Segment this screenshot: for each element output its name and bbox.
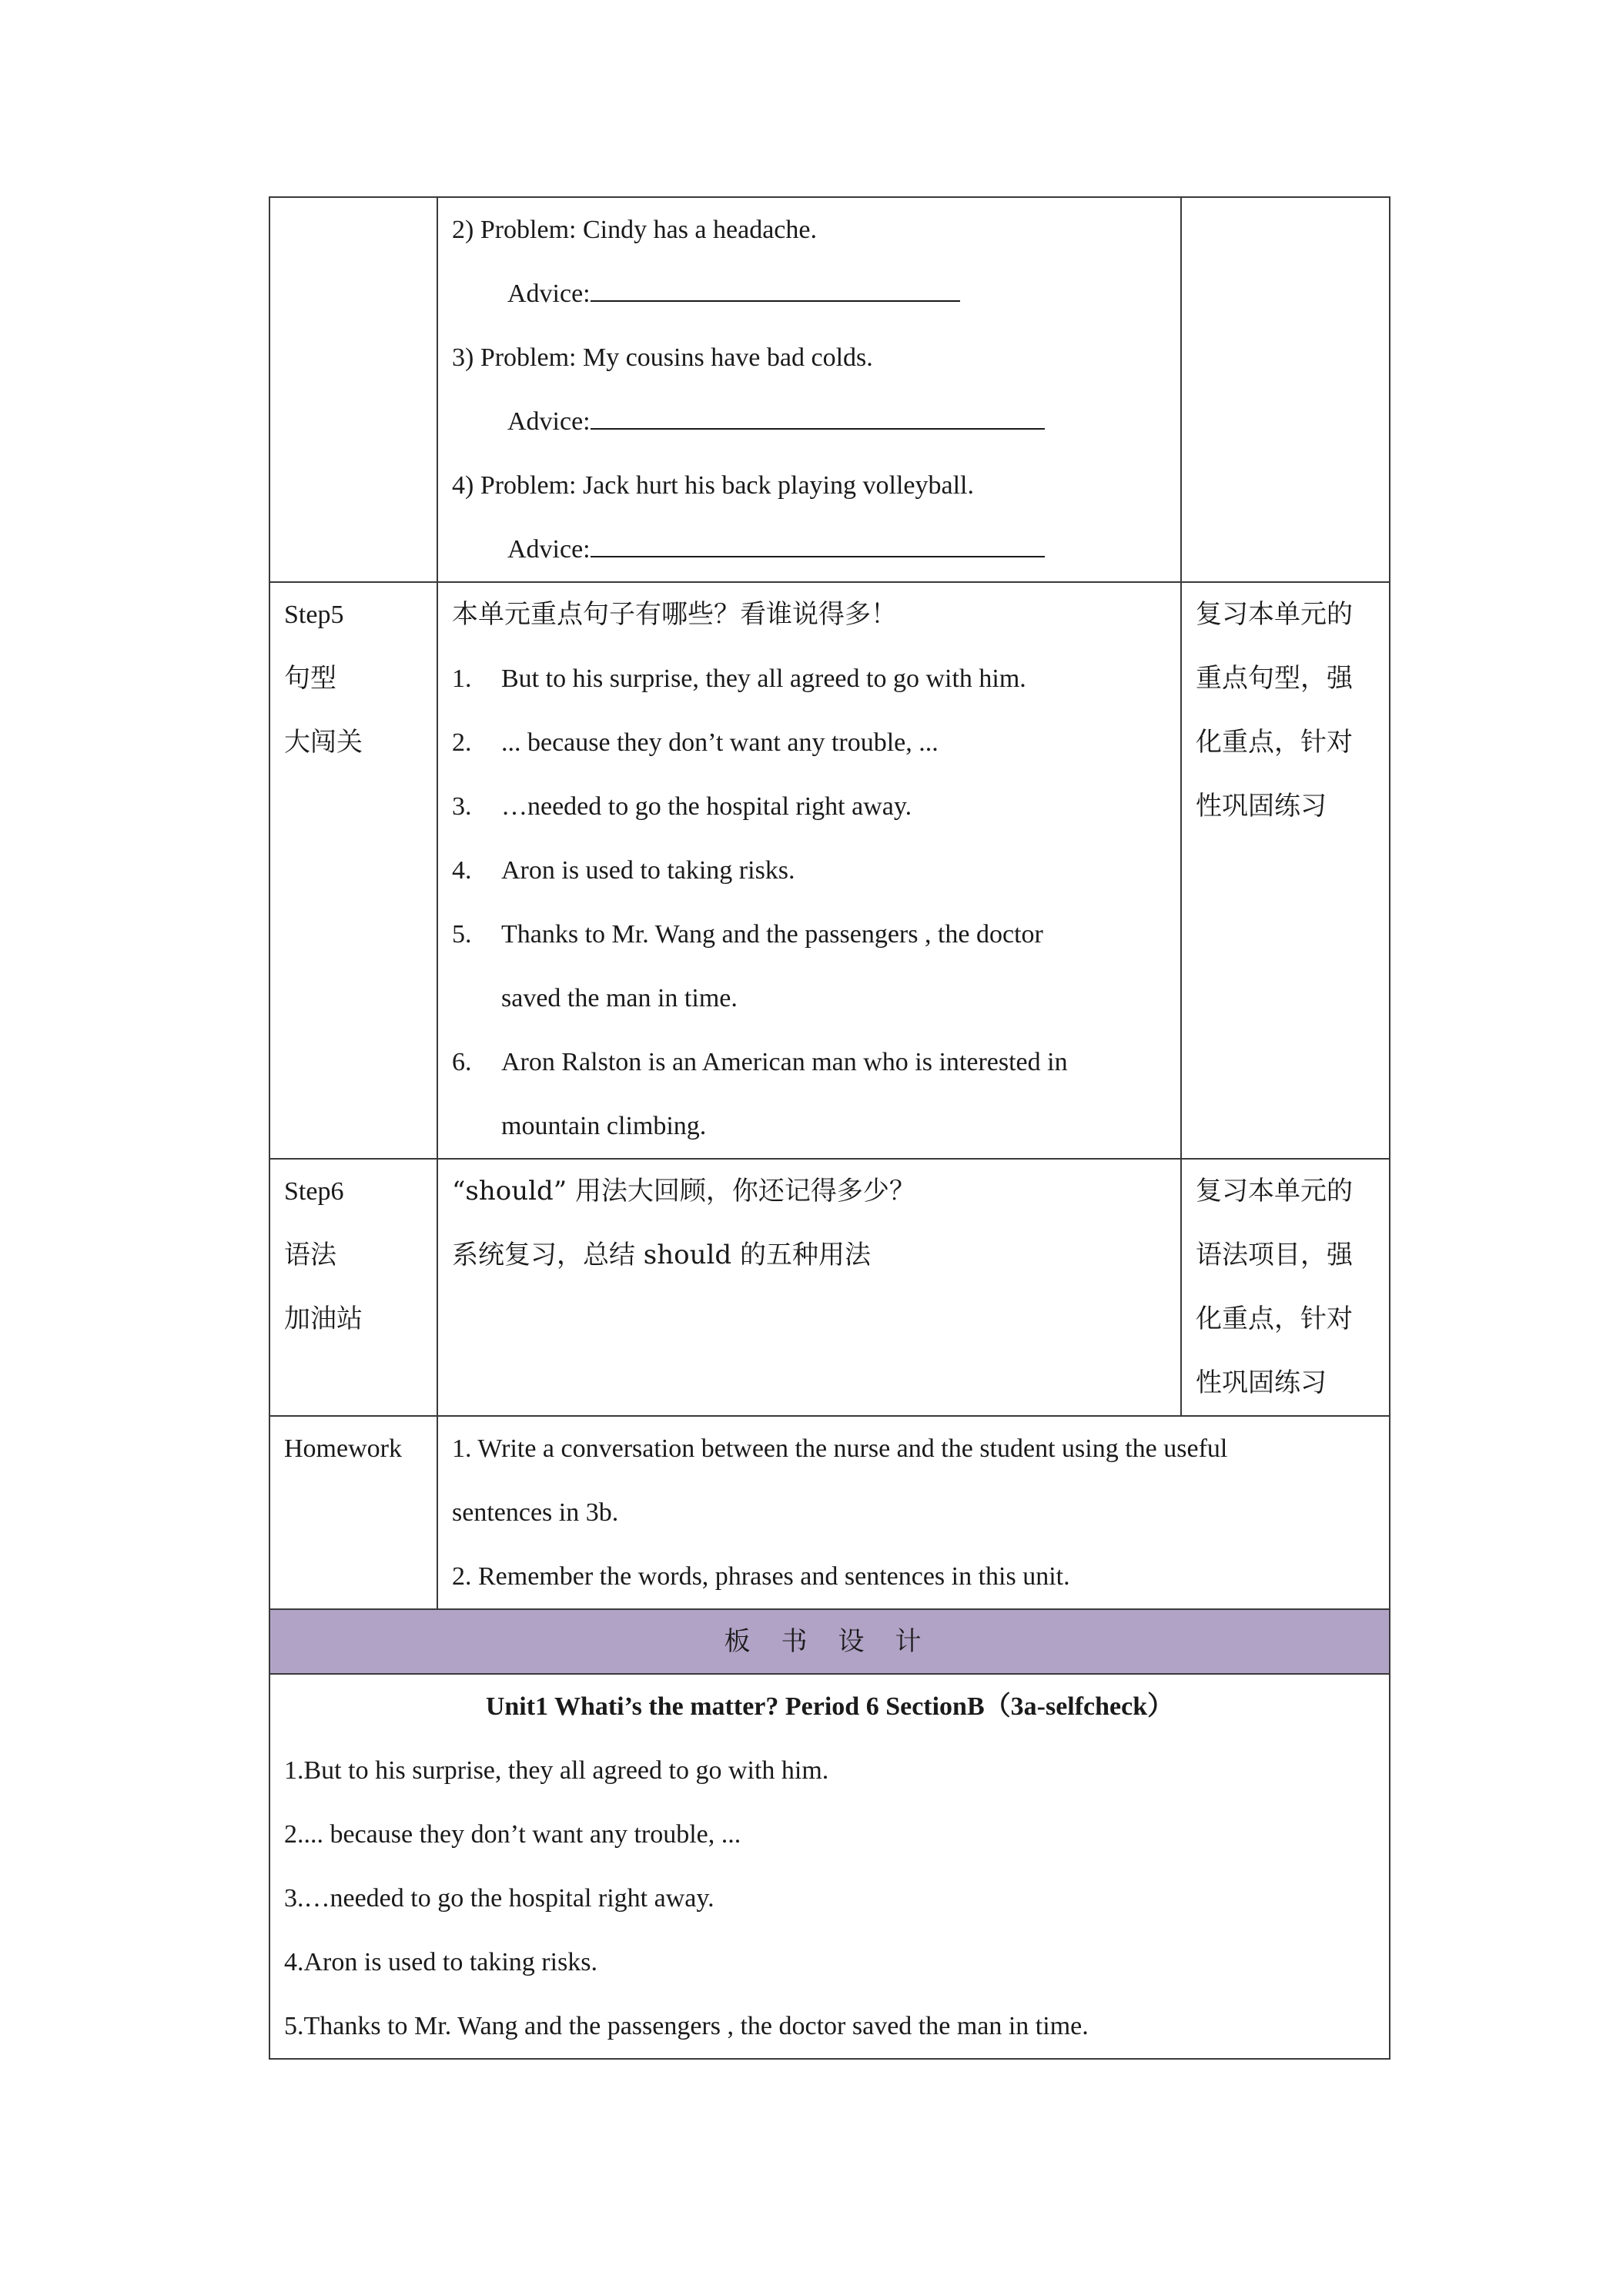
problems-content-cell [437, 197, 1181, 582]
homework-label-cell [269, 1416, 437, 1609]
purpose-line: 复习本单元的 [1196, 1176, 1353, 1207]
purpose-line: 性巩固练习 [1196, 1367, 1327, 1398]
board-line: 2.... because they don’t want any trouble, ... [284, 1820, 741, 1849]
item-number: 4. [452, 856, 472, 885]
item-text-continued: saved the man in time. [501, 984, 738, 1012]
item-text: …needed to go the hospital right away. [501, 792, 912, 821]
step5-label-cell [269, 582, 437, 1159]
problems-row [269, 197, 1390, 582]
homework-row [269, 1416, 1390, 1609]
step-label: 句型 [284, 663, 336, 694]
advice-label: Advice: [507, 535, 591, 564]
sentence-item [452, 775, 1166, 838]
step6-label-cell [269, 1159, 437, 1416]
step-label: Step6 [284, 1177, 344, 1206]
board-design-banner: 板书设计 [269, 1609, 1390, 1674]
advice-label: Advice: [507, 407, 591, 436]
purpose-line: 化重点，针对 [1196, 727, 1353, 758]
purpose-line: 语法项目，强 [1196, 1240, 1353, 1270]
step6-line: 系统复习，总结 should 的五种用法 [452, 1240, 871, 1270]
purpose-line: 重点句型，强 [1196, 663, 1353, 694]
problem-line: 3) Problem: My cousins have bad colds. [452, 343, 873, 372]
step-label: 大闯关 [284, 727, 363, 758]
board-content-cell [269, 1674, 1390, 2059]
item-text: Aron is used to taking risks. [501, 856, 795, 885]
item-number: 6. [452, 1048, 472, 1076]
purpose-line: 化重点，针对 [1196, 1304, 1353, 1334]
board-line: 3.…needed to go the hospital right away. [284, 1884, 714, 1913]
step6-purpose-cell [1181, 1159, 1390, 1416]
step5-purpose-cell [1181, 582, 1390, 1159]
item-text: Thanks to Mr. Wang and the passengers , the doctor [501, 920, 1043, 949]
advice-blank [591, 534, 1045, 557]
item-text: But to his surprise, they all agreed to go with him. [501, 664, 1026, 693]
board-line: 1.But to his surprise, they all agreed to go with him. [284, 1756, 829, 1785]
problem-line: 4) Problem: Jack hurt his back playing volleyball. [452, 471, 974, 500]
sentence-item [452, 838, 1166, 902]
item-text: Aron Ralston is an American man who is interested in [501, 1048, 1068, 1076]
step-label: Step5 [284, 601, 344, 629]
board-row [269, 1674, 1390, 2059]
item-number: 3. [452, 792, 472, 821]
problems-label-cell [269, 197, 437, 582]
homework-line: 2. Remember the words, phrases and sentences in this unit. [452, 1562, 1070, 1591]
homework-content-cell [437, 1416, 1390, 1609]
step-label: 加油站 [284, 1304, 363, 1334]
step-label: 语法 [284, 1240, 336, 1270]
problems-purpose-cell [1181, 197, 1390, 582]
purpose-line: 复习本单元的 [1196, 599, 1353, 630]
homework-line: sentences in 3b. [452, 1498, 619, 1527]
homework-label: Homework [284, 1434, 402, 1463]
sentence-item [452, 711, 1166, 775]
item-text-continued: mountain climbing. [501, 1112, 707, 1140]
step5-heading: 本单元重点句子有哪些？看谁说得多！ [452, 599, 897, 630]
step5-row [269, 582, 1390, 1159]
board-line: 4.Aron is used to taking risks. [284, 1948, 598, 1976]
item-number: 1. [452, 664, 472, 693]
advice-blank [591, 279, 960, 302]
purpose-line: 性巩固练习 [1196, 791, 1327, 822]
item-text: ... because they don’t want any trouble, ... [501, 728, 939, 757]
sentence-item [452, 902, 1166, 966]
step6-row [269, 1159, 1390, 1416]
step6-line: “should” 用法大回顾，你还记得多少？ [452, 1176, 915, 1207]
sentence-item [452, 647, 1166, 711]
advice-label: Advice: [507, 279, 591, 308]
step5-content-cell [437, 582, 1181, 1159]
advice-line [452, 517, 1166, 581]
sentence-item [452, 1030, 1166, 1094]
homework-line: 1. Write a conversation between the nurse and the student using the useful [452, 1434, 1228, 1463]
board-line: 5.Thanks to Mr. Wang and the passengers , the doctor saved the man in time. [284, 2012, 1089, 2040]
board-title: Unit1 Whati’s the matter? Period 6 SectionB（3a-selfcheck） [485, 1692, 1174, 1721]
problem-line: 2) Problem: Cindy has a headache. [452, 216, 817, 244]
advice-blank [591, 407, 1045, 430]
item-number: 2. [452, 728, 472, 757]
step6-content-cell [437, 1159, 1181, 1416]
item-number: 5. [452, 920, 472, 949]
advice-line [452, 262, 1166, 326]
board-design-banner-row [269, 1609, 1390, 1674]
lesson-plan-table [269, 196, 1390, 2060]
advice-line [452, 390, 1166, 454]
